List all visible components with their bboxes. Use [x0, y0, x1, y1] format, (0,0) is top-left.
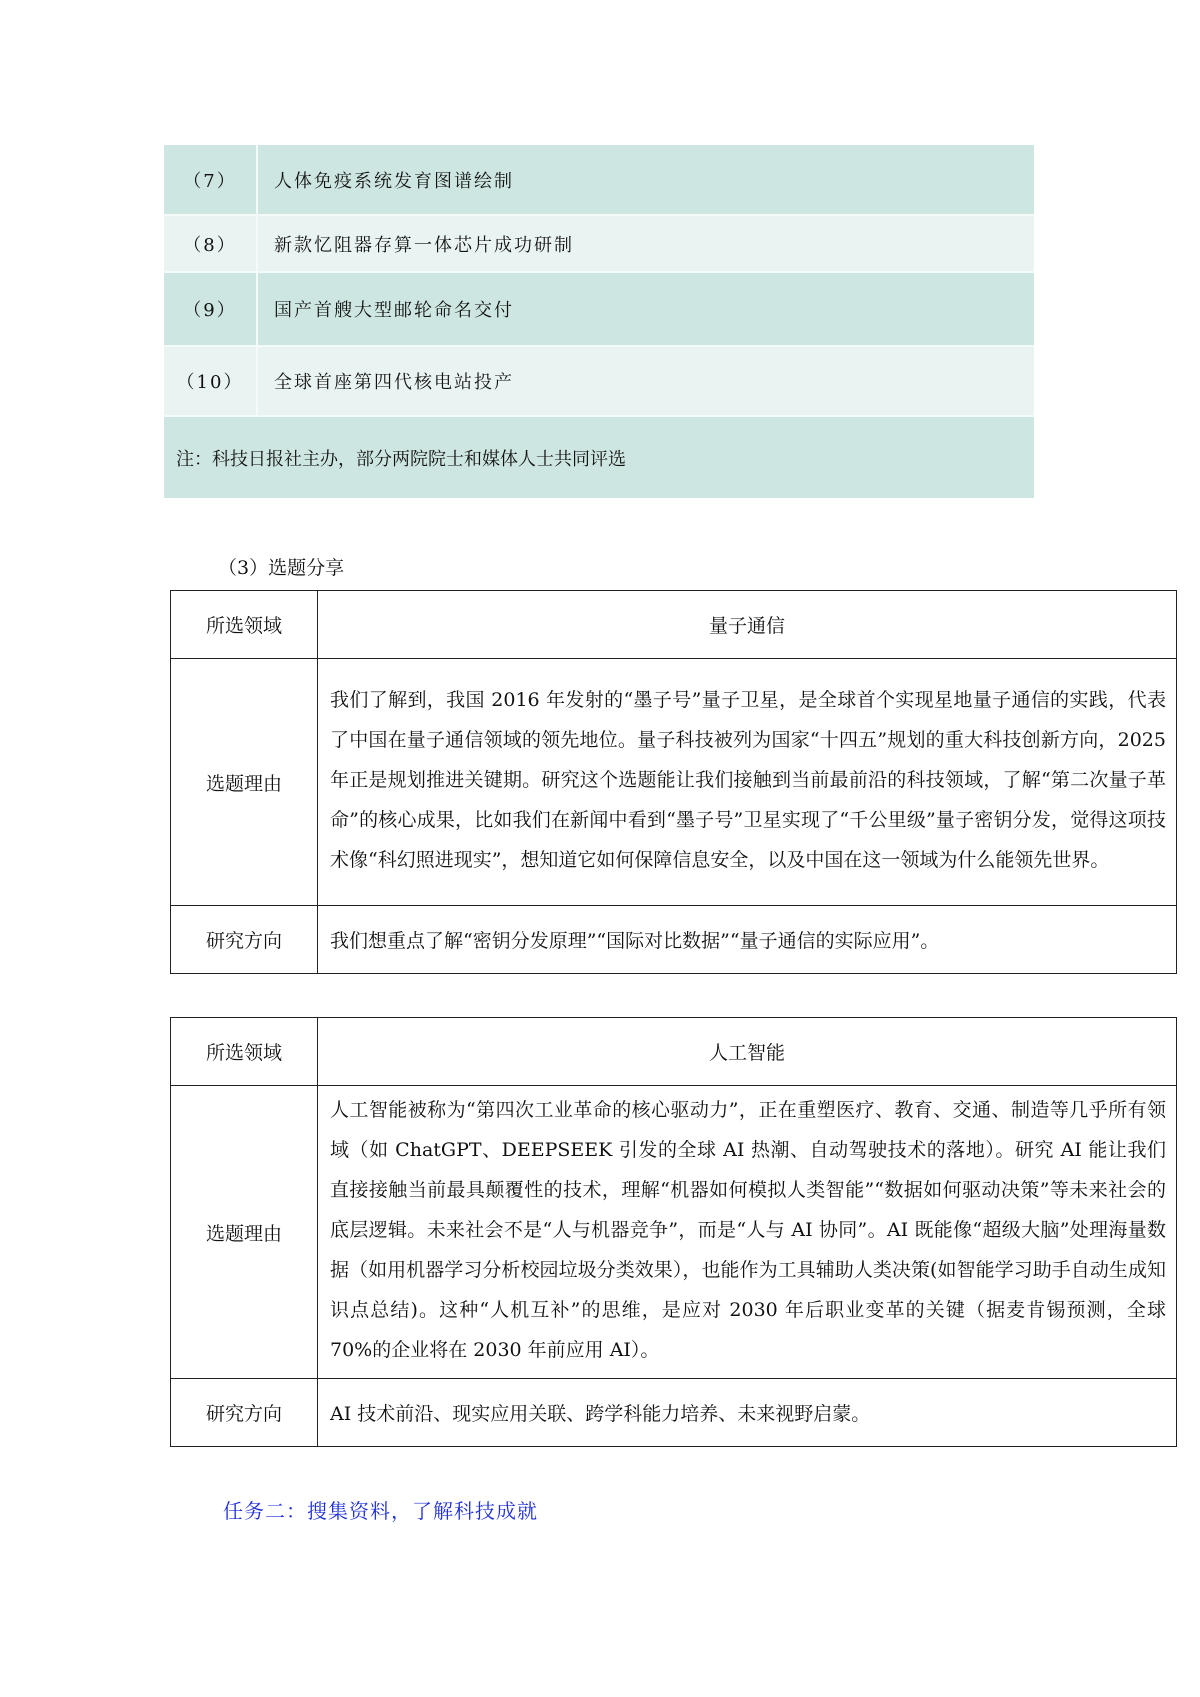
achievement-note: 注：科技日报社主办，部分两院院士和媒体人士共同评选 [164, 416, 1034, 498]
achievement-row [164, 215, 1034, 272]
achievement-row [164, 272, 1034, 346]
reason-text: 人工智能被称为“第四次工业革命的核心驱动力”，正在重塑医疗、教育、交通、制造等几乎所有领域（如 ChatGPT、DEEPSEEK 引发的全球 AI 热潮、自动驾驶技术的落地）。研究 AI 能让我们直接接触当前最具颠覆性的技术，理解“机器如何模拟人类智能”“数据如何驱动决策”等未来社会的底层逻辑。未来社会不是“人与机器竞争”，而是“人与 AI 协同”。AI 既能像“超级大脑”处理海量数据（如用机器学习分析校园垃圾分类效果），也能作为工具辅助人类决策(如智能学习助手自动生成知识点总结)。这种“人机互补”的思维，是应对 2030 年后职业变革的关键（据麦肯锡预测，全球 70%的企业将在 2030 年前应用 AI）。 [318, 1086, 1177, 1379]
task-title: 任务二：搜集资料，了解科技成就 [223, 1499, 538, 1523]
achievement-number: （8） [164, 215, 257, 272]
achievement-name: 人体免疫系统发育图谱绘制 [257, 145, 1034, 215]
field-value: 量子通信 [318, 591, 1177, 659]
reason-row [171, 659, 1177, 906]
topic-table-ai [170, 1017, 1177, 1447]
field-row [171, 1018, 1177, 1086]
direction-text: 我们想重点了解“密钥分发原理”“国际对比数据”“量子通信的实际应用”。 [318, 906, 1177, 974]
direction-row [171, 906, 1177, 974]
achievement-name: 新款忆阻器存算一体芯片成功研制 [257, 215, 1034, 272]
achievements-table [164, 145, 1034, 498]
achievement-note-row [164, 416, 1034, 498]
reason-row [171, 1086, 1177, 1379]
reason-label: 选题理由 [171, 659, 318, 906]
achievement-name: 国产首艘大型邮轮命名交付 [257, 272, 1034, 346]
field-label: 所选领域 [171, 1018, 318, 1086]
direction-row [171, 1379, 1177, 1447]
reason-label: 选题理由 [171, 1086, 318, 1379]
direction-label: 研究方向 [171, 906, 318, 974]
achievement-row [164, 145, 1034, 215]
direction-label: 研究方向 [171, 1379, 318, 1447]
field-row [171, 591, 1177, 659]
direction-text: AI 技术前沿、现实应用关联、跨学科能力培养、未来视野启蒙。 [318, 1379, 1177, 1447]
achievement-number: （9） [164, 272, 257, 346]
achievement-name: 全球首座第四代核电站投产 [257, 346, 1034, 416]
section-heading: （3）选题分享 [218, 557, 345, 579]
topic-table-quantum [170, 590, 1177, 974]
achievement-number: （10） [164, 346, 257, 416]
achievement-number: （7） [164, 145, 257, 215]
field-label: 所选领域 [171, 591, 318, 659]
reason-text: 我们了解到，我国 2016 年发射的“墨子号”量子卫星，是全球首个实现星地量子通信的实践，代表了中国在量子通信领域的领先地位。量子科技被列为国家“十四五”规划的重大科技创新方向，2025 年正是规划推进关键期。研究这个选题能让我们接触到当前最前沿的科技领域，了解“第二次量子革命”的核心成果，比如我们在新闻中看到“墨子号”卫星实现了“千公里级”量子密钥分发，觉得这项技术像“科幻照进现实”，想知道它如何保障信息安全，以及中国在这一领域为什么能领先世界。 [318, 659, 1177, 906]
field-value: 人工智能 [318, 1018, 1177, 1086]
achievement-row [164, 346, 1034, 416]
